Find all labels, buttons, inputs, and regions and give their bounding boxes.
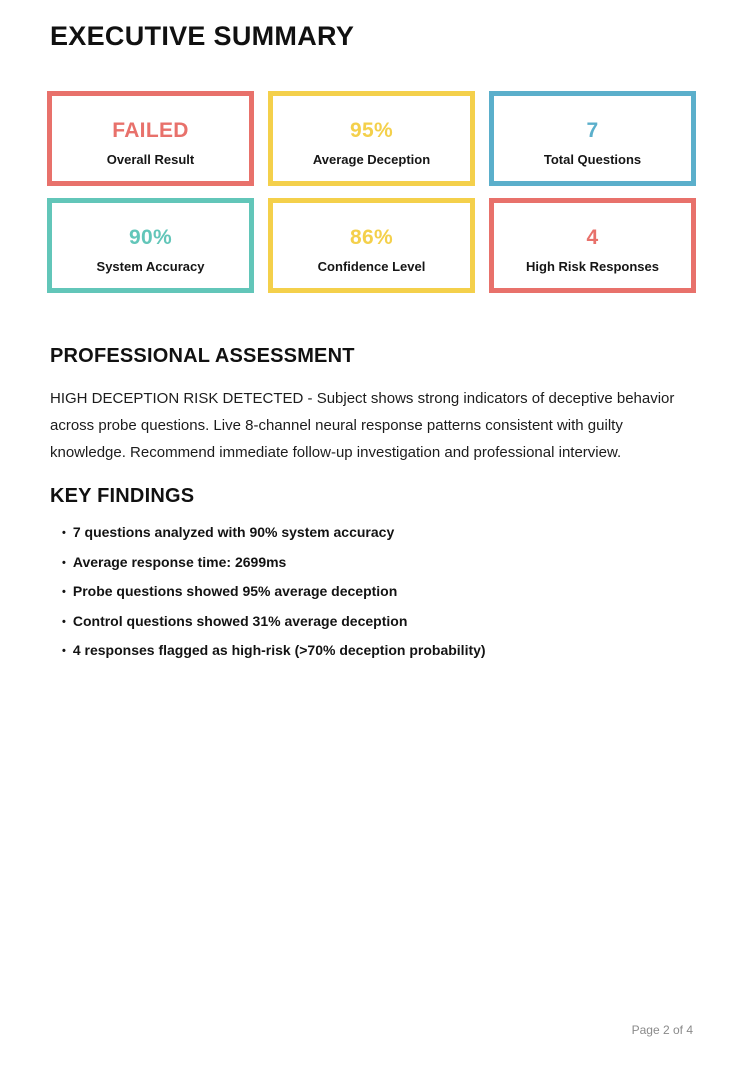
bullet-icon: • [62, 586, 66, 598]
stat-box-system-accuracy [47, 198, 254, 293]
stat-label-confidence-level: Confidence Level [317, 258, 426, 274]
finding-item [62, 614, 693, 629]
page-title: EXECUTIVE SUMMARY [50, 21, 355, 51]
findings-heading: KEY FINDINGS [50, 485, 195, 507]
stat-box-overall-result [47, 91, 254, 186]
stat-label-overall-result: Overall Result [106, 151, 195, 167]
bullet-icon: • [62, 645, 66, 657]
finding-text: 4 responses flagged as high-risk (>70% deception probability) [72, 642, 486, 658]
finding-item [62, 555, 693, 570]
stat-value-average-deception: 95% [350, 118, 393, 142]
stat-box-average-deception [268, 91, 475, 186]
page-number: Page 2 of 4 [631, 1023, 693, 1037]
bullet-icon: • [62, 615, 66, 628]
finding-item [62, 643, 693, 658]
stat-box-confidence-level [268, 198, 475, 293]
stat-value-system-accuracy: 90% [129, 225, 172, 249]
stat-value-high-risk-responses: 4 [586, 225, 599, 249]
finding-item [62, 584, 693, 599]
finding-text: Average response time: 2699ms [72, 553, 287, 570]
findings-list [62, 525, 693, 658]
stat-label-average-deception: Average Deception [312, 151, 431, 167]
stat-value-total-questions: 7 [586, 118, 599, 142]
report-page [0, 21, 743, 1065]
stat-box-high-risk-responses [489, 198, 696, 293]
stat-value-overall-result: FAILED [112, 118, 189, 142]
bullet-icon: • [62, 556, 66, 569]
stat-label-total-questions: Total Questions [543, 151, 642, 167]
stat-value-confidence-level: 86% [350, 225, 393, 249]
finding-text: 7 questions analyzed with 90% system accuracy [72, 524, 395, 540]
summary-stats-grid [47, 91, 696, 293]
assessment-heading: PROFESSIONAL ASSESSMENT [50, 345, 355, 367]
assessment-body: HIGH DECEPTION RISK DETECTED - Subject shows strong indicators of deceptive behavior across probe questions. Live 8-channel neural response patterns consistent with guilty knowledge. Recommend immediate follow-up investigation and professional interview. [50, 390, 675, 461]
finding-item [62, 525, 693, 540]
finding-text: Control questions showed 31% average deception [72, 612, 408, 629]
stat-box-total-questions [489, 91, 696, 186]
stat-label-system-accuracy: System Accuracy [96, 258, 205, 274]
finding-text: Probe questions showed 95% average deception [72, 583, 398, 599]
bullet-icon: • [62, 527, 66, 539]
stat-label-high-risk-responses: High Risk Responses [526, 258, 659, 274]
